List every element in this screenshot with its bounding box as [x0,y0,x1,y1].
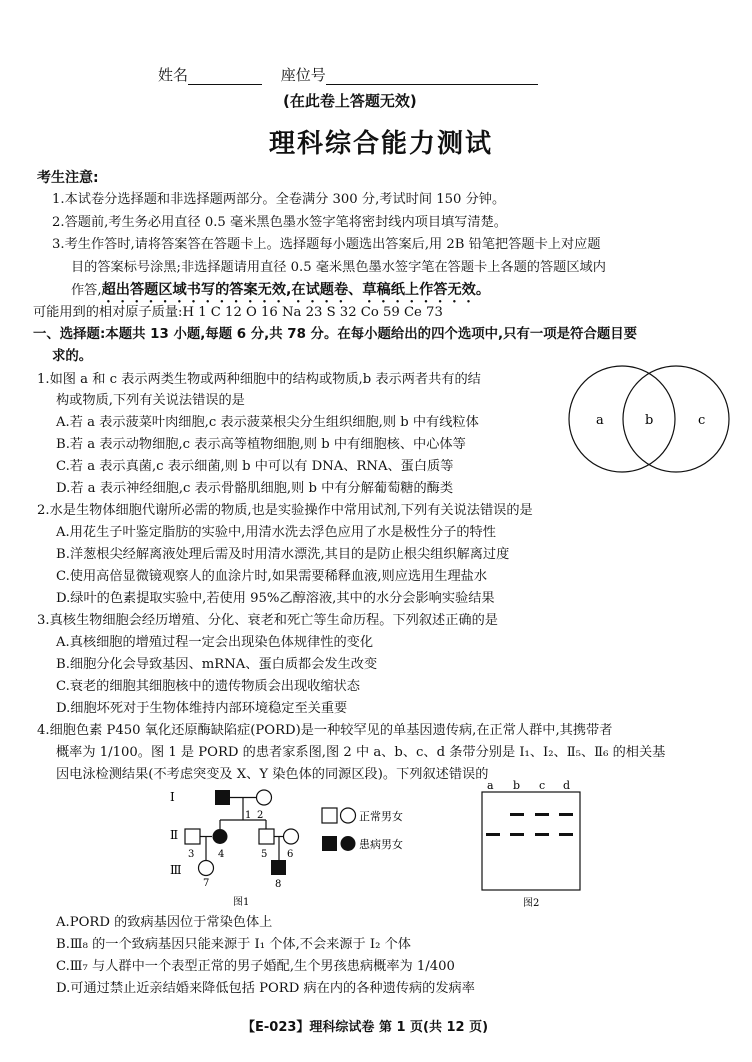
q1-option-a: A.若 a 表示菠菜叶肉细胞,c 表示菠菜根尖分生组织细胞,则 b 中有线粒体 [56,415,479,430]
invalid-note: (在此卷上答题无效) [283,92,417,110]
lane-label-b: b [513,779,521,792]
person-II3-normal-male [185,829,200,844]
person-II4-affected-female [213,829,228,844]
band-b-upper [510,813,524,816]
q2-stem: 2.水是生物体细胞代谢所必需的物质,也是实验操作中常用试剂,下列有关说法错误的是 [37,503,533,518]
person-III7-normal-female [199,861,214,876]
q1-stem-1: 1.如图 a 和 c 表示两类生物或两种细胞中的结构或物质,b 表示两者共有的结 [37,372,481,387]
person-label-4: 4 [218,849,225,860]
page-footer: 【E-023】理科综试卷 第 1 页(共 12 页) [242,1020,489,1035]
q2-option-b: B.洋葱根尖经解离液处理后需及时用清水漂洗,其目的是防止根尖组织解离过度 [56,547,510,562]
name-field [158,64,538,85]
band-d-upper [559,813,573,816]
venn-circle-left [569,366,675,472]
seat-blank [326,70,538,85]
band-b-lower [510,833,524,836]
band-c-lower [535,833,549,836]
fig1-caption: 图1 [233,897,250,908]
person-I1-affected-male [215,790,230,805]
q2-option-c: C.使用高倍显微镜观察人的血涂片时,如果需要稀释血液,则应选用生理盐水 [56,569,488,584]
venn-diagram [560,362,740,478]
notice-item-2: 2.答题前,考生务必用直径 0.5 毫米黑色墨水签字笔将密封线内项目填写清楚。 [52,215,507,230]
lane-label-c: c [539,779,546,792]
person-label-5: 5 [261,849,268,860]
notice-heading: 考生注意: [37,170,99,186]
page-title: 理科综合能力测试 [269,129,494,159]
gel-frame [482,792,580,890]
q1-option-b: B.若 a 表示动物细胞,c 表示高等植物细胞,则 b 中有细胞核、中心体等 [56,437,466,452]
gen-label-2: Ⅱ [170,828,179,842]
q3-option-c: C.衰老的细胞其细胞核中的遗传物质会出现收缩状态 [56,679,360,694]
q4-stem-1: 4.细胞色素 P450 氧化还原酶缺陷症(PORD)是一种较罕见的单基因遗传病,在正常人群中,其携带者 [37,723,613,738]
notice-item-3-tail: 作答, [71,283,102,298]
q4-option-b: B.Ⅲ₈ 的一个致病基因只能来源于 Ⅰ₁ 个体,不会来源于 Ⅰ₂ 个体 [56,937,411,952]
seat-label: 座位号 [280,66,326,84]
person-I2-normal-female [257,790,272,805]
person-label-3: 3 [188,849,195,860]
person-label-8: 8 [275,879,282,890]
q1-stem-2: 构或物质,下列有关说法错误的是 [56,393,245,408]
section1-heading: 一、选择题:本题共 13 小题,每题 6 分,共 78 分。在每小题给出的四个选项中,只有一项是符合题目要 [33,327,638,342]
name-blank [188,70,262,85]
notice-item-3: 3.考生作答时,请将答案答在答题卡上。选择题每小题选出答案后,用 2B 铅笔把答题卡上对应题 [52,237,601,252]
q3-option-b: B.细胞分化会导致基因、mRNA、蛋白质都会发生改变 [56,657,378,672]
venn-circle-right [623,366,729,472]
legend-normal-label: 正常男女 [359,810,403,823]
q4-option-c: C.Ⅲ₇ 与人群中一个表型正常的男子婚配,生个男孩患病概率为 1/400 [56,959,455,974]
band-c-upper [535,813,549,816]
section1-heading-cont: 求的。 [52,349,93,364]
notice-bold-warning: 超出答题区域书写的答案无效,在试题卷、草稿纸上作答无效。 [101,282,491,298]
q4-stem-3: 因电泳检测结果(不考虑突变及 X、Y 染色体的同源区段)。下列叙述错误的 [56,767,489,782]
q1-option-d: D.若 a 表示神经细胞,c 表示骨骼肌细胞,则 b 中有分解葡萄糖的酶类 [56,481,454,496]
q4-option-a: A.PORD 的致病基因位于常染色体上 [56,915,273,930]
lane-label-a: a [487,779,494,792]
lane-label-d: d [563,779,571,792]
person-label-6: 6 [287,849,294,860]
person-label-7: 7 [203,878,210,889]
person-II6-normal-female [284,829,299,844]
venn-label-a: a [596,413,604,428]
gen-label-1: Ⅰ [170,790,175,804]
fig2-caption: 图2 [523,898,540,909]
person-label-2: 2 [257,810,264,821]
q3-stem: 3.真核生物细胞会经历增殖、分化、衰老和死亡等生命历程。下列叙述正确的是 [37,613,498,628]
band-d-lower [559,833,573,836]
name-label: 姓名 [158,66,189,84]
band-a-lower [486,833,500,836]
legend-affected-label: 患病男女 [359,838,403,851]
notice-item-3-cont: 目的答案标号涂黑;非选择题请用直径 0.5 毫米黑色墨水签字笔在答题卡上各题的答题区域内 [71,260,606,275]
gen-label-3: Ⅲ [170,863,182,877]
legend-affected-female-icon [341,836,356,851]
person-II5-normal-male [259,829,274,844]
q1-option-c: C.若 a 表示真菌,c 表示细菌,则 b 中可以有 DNA、RNA、蛋白质等 [56,459,454,474]
q4-stem-2: 概率为 1/100。图 1 是 PORD 的患者家系图,图 2 中 a、b、c、d 条带分别是 Ⅰ₁、Ⅰ₂、Ⅱ₅、Ⅱ₆ 的相关基 [56,745,666,760]
q4-option-d: D.可通过禁止近亲结婚来降低包括 PORD 病在内的各种遗传病的发病率 [56,981,475,996]
q3-option-a: A.真核细胞的增殖过程一定会出现染色体规律性的变化 [56,635,374,650]
electrophoresis-figure [470,778,590,912]
q2-option-d: D.绿叶的色素提取实验中,若使用 95%乙醇溶液,其中的水分会影响实验结果 [56,591,495,606]
pedigree-figure [160,784,440,910]
legend-normal-female-icon [341,808,356,823]
atomic-masses: 可能用到的相对原子质量:H 1 C 12 O 16 Na 23 S 32 Co 59 Ce 73 [33,305,443,320]
notice-item-1: 1.本试卷分选择题和非选择题两部分。全卷满分 300 分,考试时间 150 分钟。 [52,192,506,207]
q3-option-d: D.细胞坏死对于生物体维持内部环境稳定至关重要 [56,701,348,716]
venn-label-b: b [645,413,654,428]
person-label-1: 1 [245,810,252,821]
legend-affected-male-icon [322,836,337,851]
person-III8-affected-male [271,860,286,875]
legend-normal-male-icon [322,808,337,823]
venn-label-c: c [698,413,706,428]
q2-option-a: A.用花生子叶鉴定脂肪的实验中,用清水洗去浮色应用了水是极性分子的特性 [56,525,496,540]
